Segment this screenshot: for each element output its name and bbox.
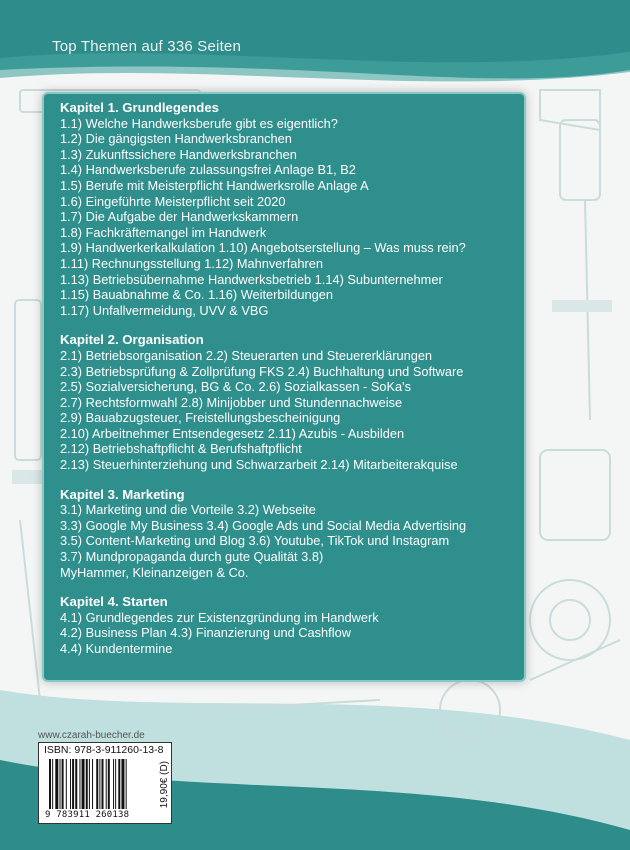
list-item: 2.1) Betriebsorganisation 2.2) Steuerarten und Steuererklärungen <box>60 347 433 363</box>
list-item: 3.1) Marketing und die Vorteile 3.2) Webseite <box>60 502 316 518</box>
list-item: 2.9) Bauabzugsteuer, Freistellungsbescheinigung <box>60 410 341 426</box>
website-url: www.czarah-buecher.de <box>38 730 145 741</box>
barcode-bar <box>72 759 74 809</box>
barcode-bar <box>55 759 58 809</box>
list-item: 2.7) Rechtsformwahl 2.8) Minijobber und Stundennachweise <box>60 394 403 410</box>
list-item: 3.7) Mundpropaganda durch gute Qualität 3.8) <box>60 549 324 565</box>
barcode-bar <box>62 759 64 809</box>
list-item: 2.5) Sozialversicherung, BG & Co. 2.6) Sozialkassen - SoKa's <box>60 379 411 395</box>
list-item: 1.13) Betriebsübernahme Handwerksbetrieb 1.14) Subunternehmer <box>60 271 443 287</box>
list-item: 4.1) Grundlegendes zur Existenzgründung im Handwerk <box>60 609 379 625</box>
barcode-bar <box>99 759 100 809</box>
chapter-title: Kapitel 3. Marketing <box>60 486 185 502</box>
list-item: 2.3) Betriebsprüfung & Zollprüfung FKS 2.4) Buchhaltung und Software <box>60 363 464 379</box>
list-item: 1.6) Eingeführte Meisterpflicht seit 2020 <box>60 193 286 209</box>
barcode-bar <box>79 759 80 809</box>
list-item: 2.10) Arbeitnehmer Entsendegesetz 2.11) Azubis - Ausbilden <box>60 425 405 441</box>
barcode-bar <box>70 759 71 809</box>
list-item: 1.4) Handwerksberufe zulassungsfrei Anlage B1, B2 <box>60 162 356 178</box>
list-item: 4.2) Business Plan 4.3) Finanzierung und Cashflow <box>60 625 351 641</box>
chapter-title: Kapitel 1. Grundlegendes <box>60 100 220 115</box>
list-item: 1.8) Fachkräftemangel im Handwerk <box>60 224 267 240</box>
list-item: 2.13) Steuerhinterziehung und Schwarzarbeit 2.14) Mitarbeiterakquise <box>60 457 458 473</box>
barcode-bar <box>121 759 124 809</box>
list-item: 4.4) Kundentermine <box>60 641 173 656</box>
list-item: 1.2) Die gängigsten Handwerksbranchen <box>60 131 292 147</box>
barcode-icon <box>49 759 153 809</box>
barcode-bar <box>82 759 85 809</box>
isbn-barcode-box <box>38 742 172 824</box>
barcode-bar <box>92 759 93 809</box>
list-item: 3.3) Google My Business 3.4) Google Ads und Social Media Advertising <box>60 517 467 533</box>
barcode-bar <box>118 759 120 809</box>
barcode-bar <box>106 759 107 809</box>
list-item: 1.7) Die Aufgabe der Handwerkskammern <box>60 209 299 225</box>
barcode-bar <box>52 759 53 809</box>
barcode-bar <box>60 759 61 809</box>
barcode-bar <box>86 759 88 809</box>
barcode-bar <box>108 759 110 809</box>
list-item: 1.5) Berufe mit Meisterpflicht Handwerksrolle Anlage A <box>60 177 369 193</box>
header-text: Top Themen auf 336 Seiten <box>52 38 242 55</box>
barcode-bar <box>102 759 104 809</box>
contents-panel <box>42 92 526 682</box>
chapter-title: Kapitel 4. Starten <box>60 594 168 610</box>
barcode-bar <box>75 759 77 809</box>
barcode-bar <box>113 759 114 809</box>
list-item: 1.3) Zukunftssichere Handwerksbranchen <box>60 146 297 162</box>
list-item: 1.15) Bauabnahme & Co. 1.16) Weiterbildungen <box>60 287 333 303</box>
list-item: MyHammer, Kleinanzeigen & Co. <box>60 564 249 580</box>
barcode-bar <box>115 759 116 809</box>
barcode-bar <box>89 759 90 809</box>
chapter-title: Kapitel 2. Organisation <box>60 332 204 348</box>
chapter-2 <box>60 332 512 472</box>
barcode-bar <box>126 759 127 809</box>
list-item: 2.12) Betriebshaftpflicht & Berufshaftpflicht <box>60 441 302 457</box>
list-item: 1.1) Welche Handwerksberufe gibt es eigentlich? <box>60 115 338 131</box>
barcode-bar <box>49 759 51 809</box>
barcode-bar <box>96 759 98 809</box>
chapter-1 <box>60 100 512 318</box>
list-item: 3.5) Content-Marketing und Blog 3.6) Youtube, TikTok und Instagram <box>60 533 450 549</box>
isbn-label: ISBN: 978-3-911260-13-8 <box>44 744 164 756</box>
list-item: 1.9) Handwerkerkalkulation 1.10) Angebotserstellung – Was muss rein? <box>60 240 466 256</box>
list-item: 1.17) Unfallvermeidung, UVV & VBG <box>60 302 269 318</box>
price-label: 19,90€ (D) <box>159 761 170 809</box>
barcode-bar <box>66 759 67 809</box>
chapter-3 <box>60 487 512 581</box>
chapter-4 <box>60 594 512 656</box>
list-item: 1.11) Rechnungsstellung 1.12) Mahnverfahren <box>60 255 323 271</box>
barcode-digits: 9 783911 260138 <box>45 810 130 820</box>
